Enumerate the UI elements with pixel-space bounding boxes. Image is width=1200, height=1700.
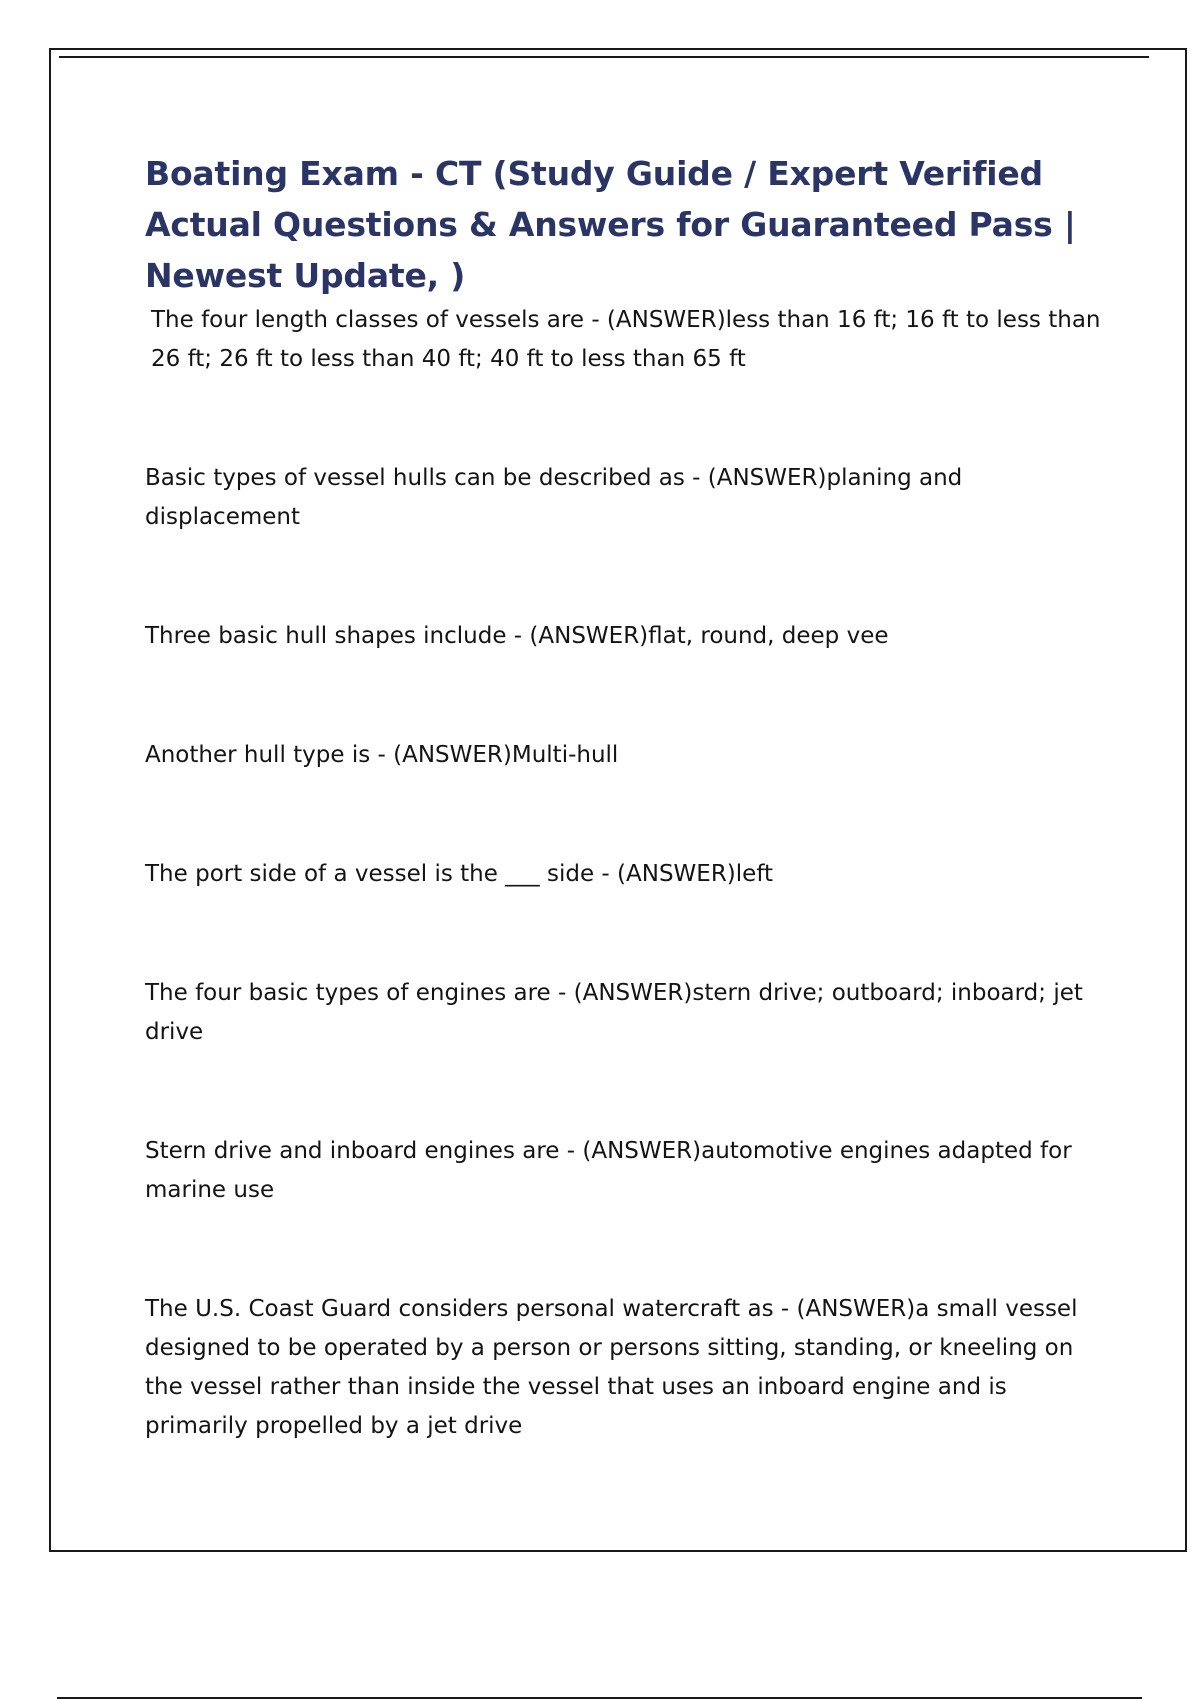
qa-item: Stern drive and inboard engines are - (ANSWER)automotive engines adapted for marine use	[145, 1138, 1072, 1203]
qa-item: The four basic types of engines are - (ANSWER)stern drive; outboard; inboard; jet drive	[145, 980, 1083, 1045]
qa-item: Three basic hull shapes include - (ANSWER)flat, round, deep vee	[145, 623, 889, 649]
footer-rule	[57, 1697, 1142, 1699]
document-body	[145, 148, 1105, 1446]
qa-item: Another hull type is - (ANSWER)Multi-hull	[145, 742, 619, 768]
qa-item: The port side of a vessel is the ___ side - (ANSWER)left	[145, 861, 774, 887]
top-rule	[59, 56, 1149, 58]
qa-item: The four length classes of vessels are - (ANSWER)less than 16 ft; 16 ft to less than 26 ft; 26 ft to less than 40 ft; 40 ft to less than 65 ft	[151, 307, 1101, 372]
qa-item: Basic types of vessel hulls can be described as - (ANSWER)planing and displacement	[145, 465, 963, 530]
qa-item: The U.S. Coast Guard considers personal watercraft as - (ANSWER)a small vessel designed to be operated by a person or persons sitting, standing, or kneeling on the vessel rather than inside the vessel that uses an inboard engine and is primarily propelled by a jet drive	[145, 1296, 1078, 1439]
document-title: Boating Exam - CT (Study Guide / Expert Verified Actual Questions & Answers for Guaranteed Pass | Newest Update, )	[145, 154, 1076, 295]
qa-list	[145, 301, 1105, 1446]
